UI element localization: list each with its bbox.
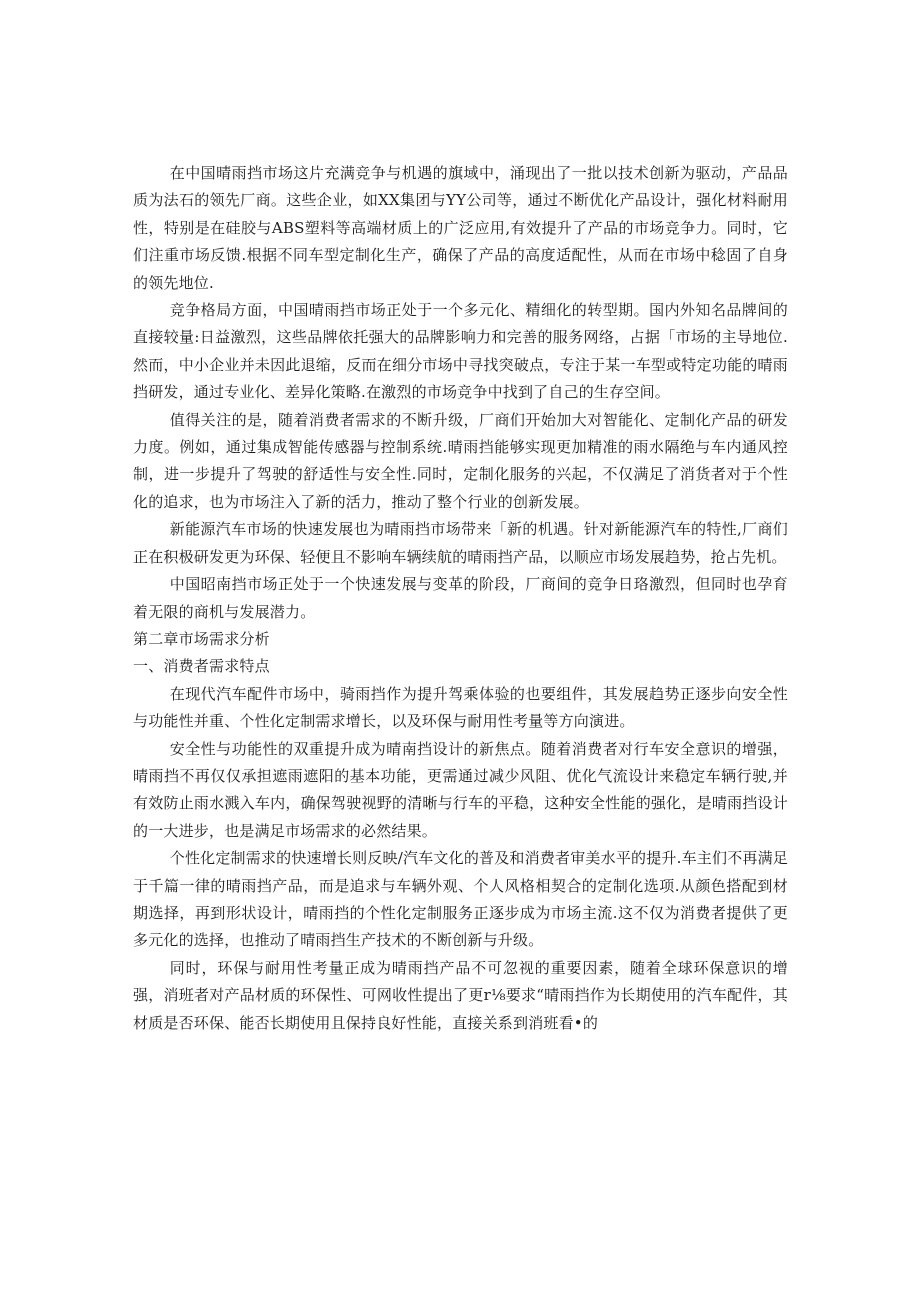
paragraph: 在中国晴雨挡市场这片充满竞争与机遇的旗域中，涌现出了一批以技术创新为驱动，产品品质为法石的领先厂商。这些企业，如XX集团与YY公司等，通过不断优化产品设计，强化材料耐用性，特别是在硅胶与ABS塑料等高端材质上的广泛应用,有效提升了产品的市场竞争力。同时，它们注重市场反馈.根据不同车型定制化生产，确保了产品的高度适配性，从而在市场中稔固了自身的领先地位. — [133, 164, 788, 292]
section-heading: 一、消费者需求特点 — [133, 657, 270, 676]
document-body — [133, 160, 788, 1037]
paragraph: 新能源汽车市场的快速发展也为晴雨挡市场带来「新的机遇。针对新能源汽车的特性,厂商们正在积极研发更为环保、轻便且不影响车辆续航的晴雨挡产品，以顺应市场发展趋势，抢占先机。 — [133, 520, 788, 566]
paragraph: 在现代汽车配件市场中，骑雨挡作为提升驾乘体验的也要组件，其发展趋势正逐步向安全性与功能性并重、个性化定制需求增长，以及环保与耐用性考量等方向演进。 — [133, 684, 788, 731]
paragraph: 中国昭南挡市场正处于一个快速发展与变革的阶段，厂商间的竞争日珞激烈，但同时也孕育着无限的商机与发展潜力。 — [133, 575, 788, 621]
paragraph: 个性化定制需求的快速增长则反映/汽车文化的普及和消费者审美水平的提升.车主们不再满足于千篇一律的晴雨挡产品，而是追求与车辆外观、个人风格相契合的定制化选项.从颜色搭配到材期选择，再到形状设计，晴雨挡的个性化定制服务正逐步成为市场主流.这不仅为消费者提供了更多元化的选择，也推动了晴雨挡生产技术的不断创新与升级。 — [133, 849, 788, 950]
paragraph: 安全性与功能性的双重提升成为晴南挡设计的新焦点。随着消费者对行车安全意识的增强，晴雨挡不再仅仅承担遮雨遮阳的基本功能，更需通过减少风阻、优化气流设计来稳定车辆行驶,并有效防止雨水溅入车内，确保驾驶视野的清晰与行车的平稳，这种安全性能的强化，是晴雨挡设计的一大进步，也是满足市场需求的必然结果。 — [133, 739, 788, 840]
paragraph: 竞争格局方面，中国晴雨挡市场正处于一个多元化、精细化的转型期。国内外知名品牌间的直接较量:日益激烈，这些品牌依托强大的品牌影响力和完善的服务网络，占据「市场的主导地位.然而，中小企业并未因此退缩，反而在细分市场中寻找突破点，专注于某一车型或特定功能的晴雨挡研发，通过专业化、差异化策略.在激烈的市场竞争中找到了自己的生存空间。 — [133, 301, 788, 402]
chapter-heading: 第二章市场需求分析 — [133, 629, 270, 648]
paragraph: 值得关注的是，随着消费者需求的不断升级，厂商们开始加大对智能化、定制化产品的研发力度。例如，通过集成智能传感器与控制系统.晴雨挡能够实现更加精准的雨水隔绝与车内通风控制，进一步提升了驾驶的舒适性与安全性.同时，定制化服务的兴起，不仅满足了消货者对于个性化的追求，也为市场注入了新的活力，推动了整个行业的创新发展。 — [133, 410, 788, 511]
paragraph: 同时，环保与耐用性考量正成为晴雨挡产品不可忽视的重要因素，随着全球环保意识的增强，消班者对产品材质的环保性、可网收性提出了更r⅛要求“晴雨挡作为长期使用的汽车配件，其材质是否环保、能否长期使用且保持良好性能，直接关系到消班看•的 — [133, 958, 788, 1032]
